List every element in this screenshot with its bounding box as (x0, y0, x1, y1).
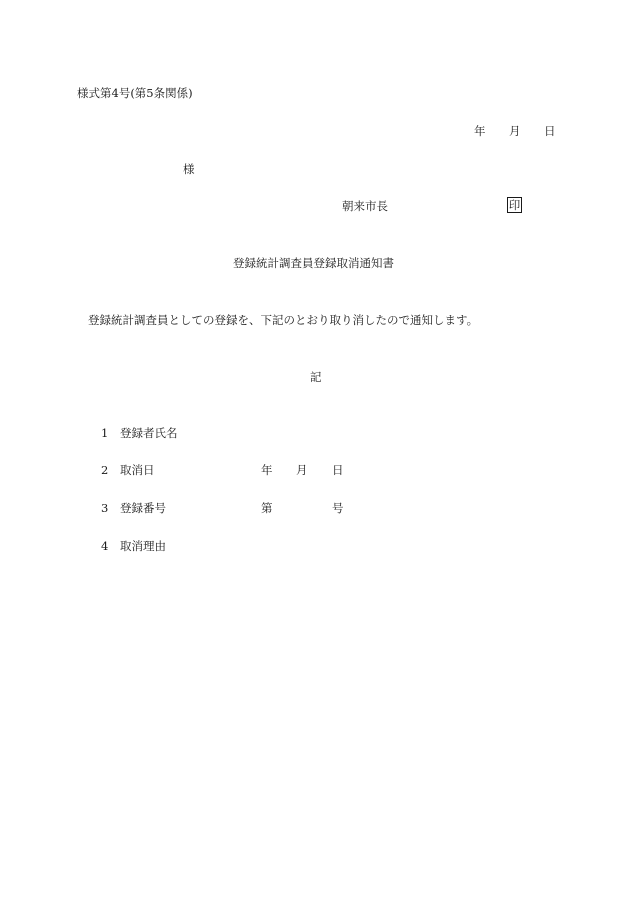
registration-number-prefix: 第 (261, 501, 273, 515)
item-number: 1 (101, 426, 109, 440)
item-label-registration-number: 登録番号 (120, 501, 166, 515)
item-label-registrant-name: 登録者氏名 (120, 426, 178, 440)
cancel-date-year: 年 (261, 463, 273, 477)
document-title: 登録統計調査員登録取消通知書 (233, 256, 394, 270)
item-number: 3 (101, 501, 109, 515)
date-day: 日 (544, 124, 556, 138)
item-label-cancel-date: 取消日 (120, 463, 155, 477)
addressee-suffix: 様 (183, 162, 195, 176)
date-month: 月 (509, 124, 521, 138)
item-number: 4 (101, 539, 109, 553)
registration-number-suffix: 号 (332, 501, 344, 515)
date-year: 年 (474, 124, 486, 138)
cancel-date-month: 月 (296, 463, 308, 477)
cancel-date-day: 日 (332, 463, 344, 477)
issuer: 朝来市長 (342, 199, 388, 213)
ki-heading: 記 (310, 370, 322, 384)
seal-stamp: 印 (508, 198, 521, 212)
form-number: 様式第4号(第5条関係) (77, 86, 193, 100)
item-label-cancel-reason: 取消理由 (120, 539, 166, 553)
body-text: 登録統計調査員としての登録を、下記のとおり取り消したので通知します。 (88, 313, 479, 327)
item-number: 2 (101, 463, 109, 477)
